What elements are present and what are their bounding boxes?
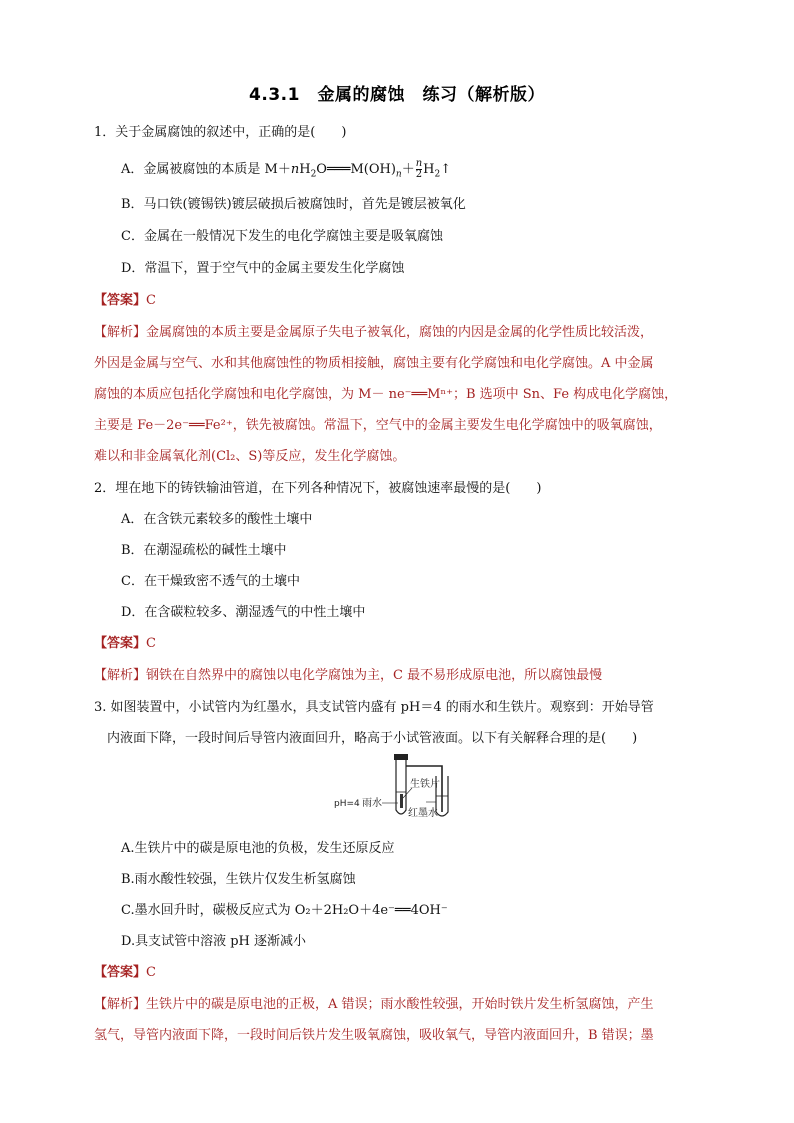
q3-stem-line-1: 3. 如图装置中，小试管内为红墨水，具支试管内盛有 pH＝4 的雨水和生铁片。观察到：开始导管 [94,700,654,715]
page-title: 4.3.1 金属的腐蚀 练习（解析版） [249,85,545,105]
q1-a-n: n [290,162,300,177]
q1-a-o: O [316,162,327,177]
q2-answer [94,632,156,651]
q2-option-b: B．在潮湿疏松的碱性土壤中 [121,543,287,558]
q1-explanation-tag: 【解析】 [94,325,147,340]
q1-option-a [121,158,451,180]
q1-a-h2: H [423,162,435,177]
q1-explanation-line-4: 主要是 Fe－2e⁻══Fe²⁺，铁先被腐蚀。常温下，空气中的金属主要发生电化学腐蚀中的吸氧腐蚀， [94,418,662,433]
q2-stem: 2．埋在地下的铸铁输油管道，在下列各种情况下，被腐蚀速率最慢的是( ) [94,481,542,496]
q1-a-subn: n [395,169,402,180]
q3-explanation-text-1: 生铁片中的碳是原电池的正极，A 错误；雨水酸性较强，开始时铁片发生析氢腐蚀，产生 [146,997,654,1012]
q3-option-a: A.生铁片中的碳是原电池的负极，发生还原反应 [121,841,395,856]
q3-answer [94,961,156,980]
label-rain: 雨水 [362,798,382,809]
q1-a-moh: M(OH) [350,162,396,177]
q1-answer-value: C [146,293,156,308]
q1-a-arrow: ↑ [440,162,452,177]
q1-a-h: H [299,162,311,177]
q1-a-plus: ＋ [401,162,415,177]
q3-answer-tag: 【答案】 [94,965,147,980]
q2-answer-tag: 【答案】 [94,636,147,651]
q2-answer-value: C [146,636,156,651]
q3-option-c: C.墨水回升时，碳极反应式为 O₂＋2H₂O＋4e⁻══4OH⁻ [121,903,448,918]
q1-option-c: C．金属在一般情况下发生的电化学腐蚀主要是吸氧腐蚀 [121,229,443,244]
label-iron: 生铁片 [410,779,440,790]
q3-option-b: B.雨水酸性较强，生铁片仅发生析氢腐蚀 [121,872,356,887]
q1-stem: 1．关于金属腐蚀的叙述中，正确的是( ) [94,125,347,140]
q1-option-d: D．常温下，置于空气中的金属主要发生化学腐蚀 [121,261,405,276]
q1-a-sub2: 2 [310,169,317,180]
q1-a-h2-sub: 2 [434,169,441,180]
q1-explanation-line-5: 难以和非金属氧化剂(Cl₂、S)等反应，发生化学腐蚀。 [94,449,406,464]
q3-explanation-tag: 【解析】 [94,997,147,1012]
q1-option-b: B．马口铁(镀锡铁)镀层破损后被腐蚀时，首先是镀层被氧化 [121,197,466,212]
q3-answer-value: C [146,965,156,980]
q3-explanation-line-1 [94,993,654,1012]
q2-option-a: A．在含铁元素较多的酸性土壤中 [121,512,313,527]
q1-a-prefix: A．金属被腐蚀的本质是 M＋ [121,162,291,177]
q1-a-frac-num: n [415,158,423,169]
stopper [394,754,408,760]
q1-a-eq: ═══ [326,162,351,177]
q1-explanation-line-2: 外因是金属与空气、水和其他腐蚀性的物质相接触，腐蚀主要有化学腐蚀和电化学腐蚀。A 中金属 [94,356,654,371]
q1-a-fraction [416,159,422,180]
q2-explanation-text-1: 钢铁在自然界中的腐蚀以电化学腐蚀为主，C 最不易形成原电池，所以腐蚀最慢 [146,668,603,683]
label-ink: 红墨水 [408,808,438,819]
iron-piece [400,794,403,808]
q3-stem-line-2: 内液面下降，一段时间后导管内液面回升，略高于小试管液面。以下有关解释合理的是( ) [107,731,638,746]
q2-option-d: D．在含碳粒较多、潮湿透气的中性土壤中 [121,605,366,620]
label-ph: pH=4 [334,799,360,809]
q1-answer-tag: 【答案】 [94,293,147,308]
apparatus-figure [330,750,470,820]
q1-explanation-text-1: 金属腐蚀的本质主要是金属原子失电子被氧化，腐蚀的内因是金属的化学性质比较活泼， [146,325,654,340]
q1-a-frac-den: 2 [415,169,423,180]
q2-option-c: C．在干燥致密不透气的土壤中 [121,574,300,589]
q2-explanation-tag: 【解析】 [94,668,147,683]
q2-explanation-line-1 [94,664,602,683]
q3-option-d: D.具支试管中溶液 pH 逐渐减小 [121,934,307,949]
q1-explanation-line-1 [94,321,653,340]
q1-answer [94,289,156,308]
q3-explanation-line-2: 氢气，导管内液面下降，一段时间后铁片发生吸氧腐蚀，吸收氧气，导管内液面回升，B 错误；墨 [94,1028,654,1043]
q1-explanation-line-3: 腐蚀的本质应包括化学腐蚀和电化学腐蚀，为 M－ ne⁻══Mⁿ⁺；B 选项中 Sn、Fe 构成电化学腐蚀， [94,387,678,402]
